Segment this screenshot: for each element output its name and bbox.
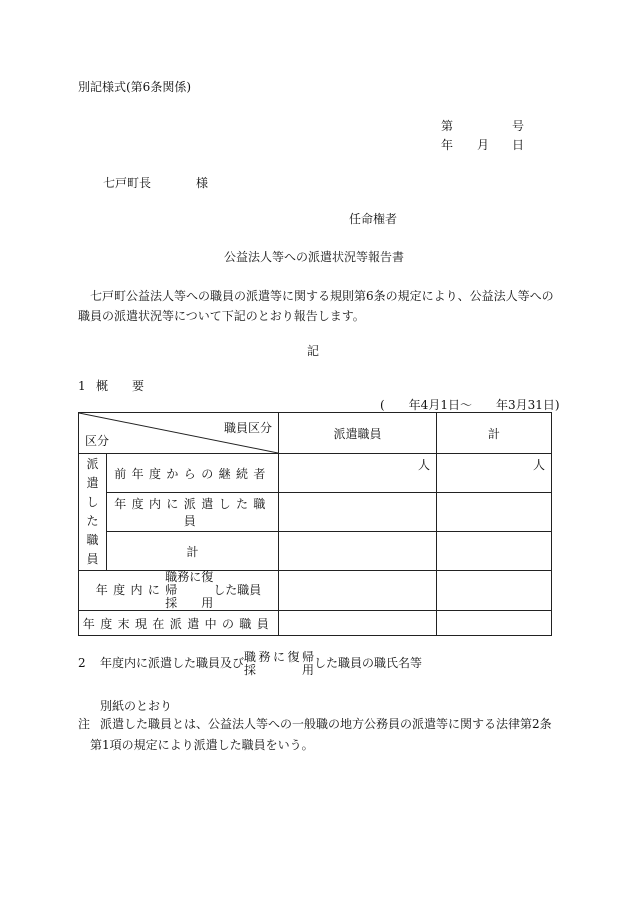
col-total: 計 xyxy=(437,413,552,454)
addressee-name: 七戸町長 xyxy=(103,176,152,190)
col-dispatched: 派遣職員 xyxy=(279,413,437,454)
cell-current-dispatched[interactable] xyxy=(279,611,437,636)
note-label: 注 xyxy=(78,717,91,731)
unit-label: 人 xyxy=(417,458,430,472)
cell-dispatched-in-year-total[interactable] xyxy=(437,493,552,532)
cell-returned-total[interactable] xyxy=(437,571,552,611)
cell-continued-dispatched[interactable] xyxy=(279,454,437,493)
row-label-subtotal: 計 xyxy=(107,532,279,571)
section2-text-suffix: した職員の職氏名等 xyxy=(314,656,423,670)
diagonal-header-cell xyxy=(79,413,279,454)
section2-text-prefix: 年度内に派遣した職員及び xyxy=(100,656,245,670)
table-row xyxy=(79,454,552,493)
header-staff-category: 職員区分 xyxy=(223,421,272,435)
note-line-1: 派遣した職員とは、公益法人等への一般職の地方公務員の派遣等に関する法律第2条 xyxy=(100,717,552,731)
form-label: 別記様式(第6条関係) xyxy=(78,80,191,94)
section1-title: 概 要 xyxy=(96,379,145,393)
ki-heading: 記 xyxy=(307,344,320,358)
row-label-continued: 前年度からの継続者 xyxy=(107,454,279,493)
table-row xyxy=(79,532,552,571)
unit-label: 人 xyxy=(532,458,545,472)
number-prefix: 第 xyxy=(441,119,454,133)
cell-returned-dispatched[interactable] xyxy=(279,571,437,611)
returned-stack: 職務に復帰 採用 xyxy=(165,570,214,610)
cell-dispatched-in-year-dispatched[interactable] xyxy=(279,493,437,532)
section2-line xyxy=(100,650,422,677)
section1-number: 1 xyxy=(78,379,86,393)
section2-stack: 職務に復帰 採用 xyxy=(244,649,315,677)
group-label: 派 遣 し た 職 員 xyxy=(86,457,99,566)
body-paragraph xyxy=(78,286,558,326)
dispatch-summary-table xyxy=(78,412,552,636)
table-row xyxy=(79,493,552,532)
date-day: 日 xyxy=(512,138,525,152)
addressee-honorific: 様 xyxy=(196,176,209,190)
body-line-2: 職員の派遣状況等について下記のとおり報告します。 xyxy=(78,309,365,323)
row-label-dispatched-in-year: 年度内に派遣した職員 xyxy=(107,493,279,532)
cell-continued-total[interactable] xyxy=(437,454,552,493)
note-line-2: 第1項の規定により派遣した職員をいう。 xyxy=(90,738,314,752)
table-row xyxy=(79,571,552,611)
date-year: 年 xyxy=(441,138,454,152)
section2-attachment: 別紙のとおり xyxy=(100,699,173,713)
row-label-current: 年度末現在派遣中の職員 xyxy=(79,611,279,636)
body-line-1: 七戸町公益法人等への職員の派遣等に関する規則第6条の規定により、公益法人等への xyxy=(90,289,554,303)
row-label-returned: 年度内に 職務に復帰 採用 した職員 xyxy=(79,571,279,611)
cell-subtotal-dispatched[interactable] xyxy=(279,532,437,571)
number-suffix: 号 xyxy=(512,119,525,133)
table-header-row xyxy=(79,413,552,454)
sender: 任命権者 xyxy=(349,212,398,226)
cell-current-total[interactable] xyxy=(437,611,552,636)
section2-number: 2 xyxy=(78,656,86,670)
group-dispatched-staff xyxy=(79,454,107,571)
date-month: 月 xyxy=(477,138,490,152)
document-title: 公益法人等への派遣状況等報告書 xyxy=(224,250,405,264)
table-row xyxy=(79,611,552,636)
header-category: 区分 xyxy=(85,434,110,448)
section1-period: ( 年4月1日～ 年3月31日) xyxy=(380,398,560,412)
cell-subtotal-total[interactable] xyxy=(437,532,552,571)
